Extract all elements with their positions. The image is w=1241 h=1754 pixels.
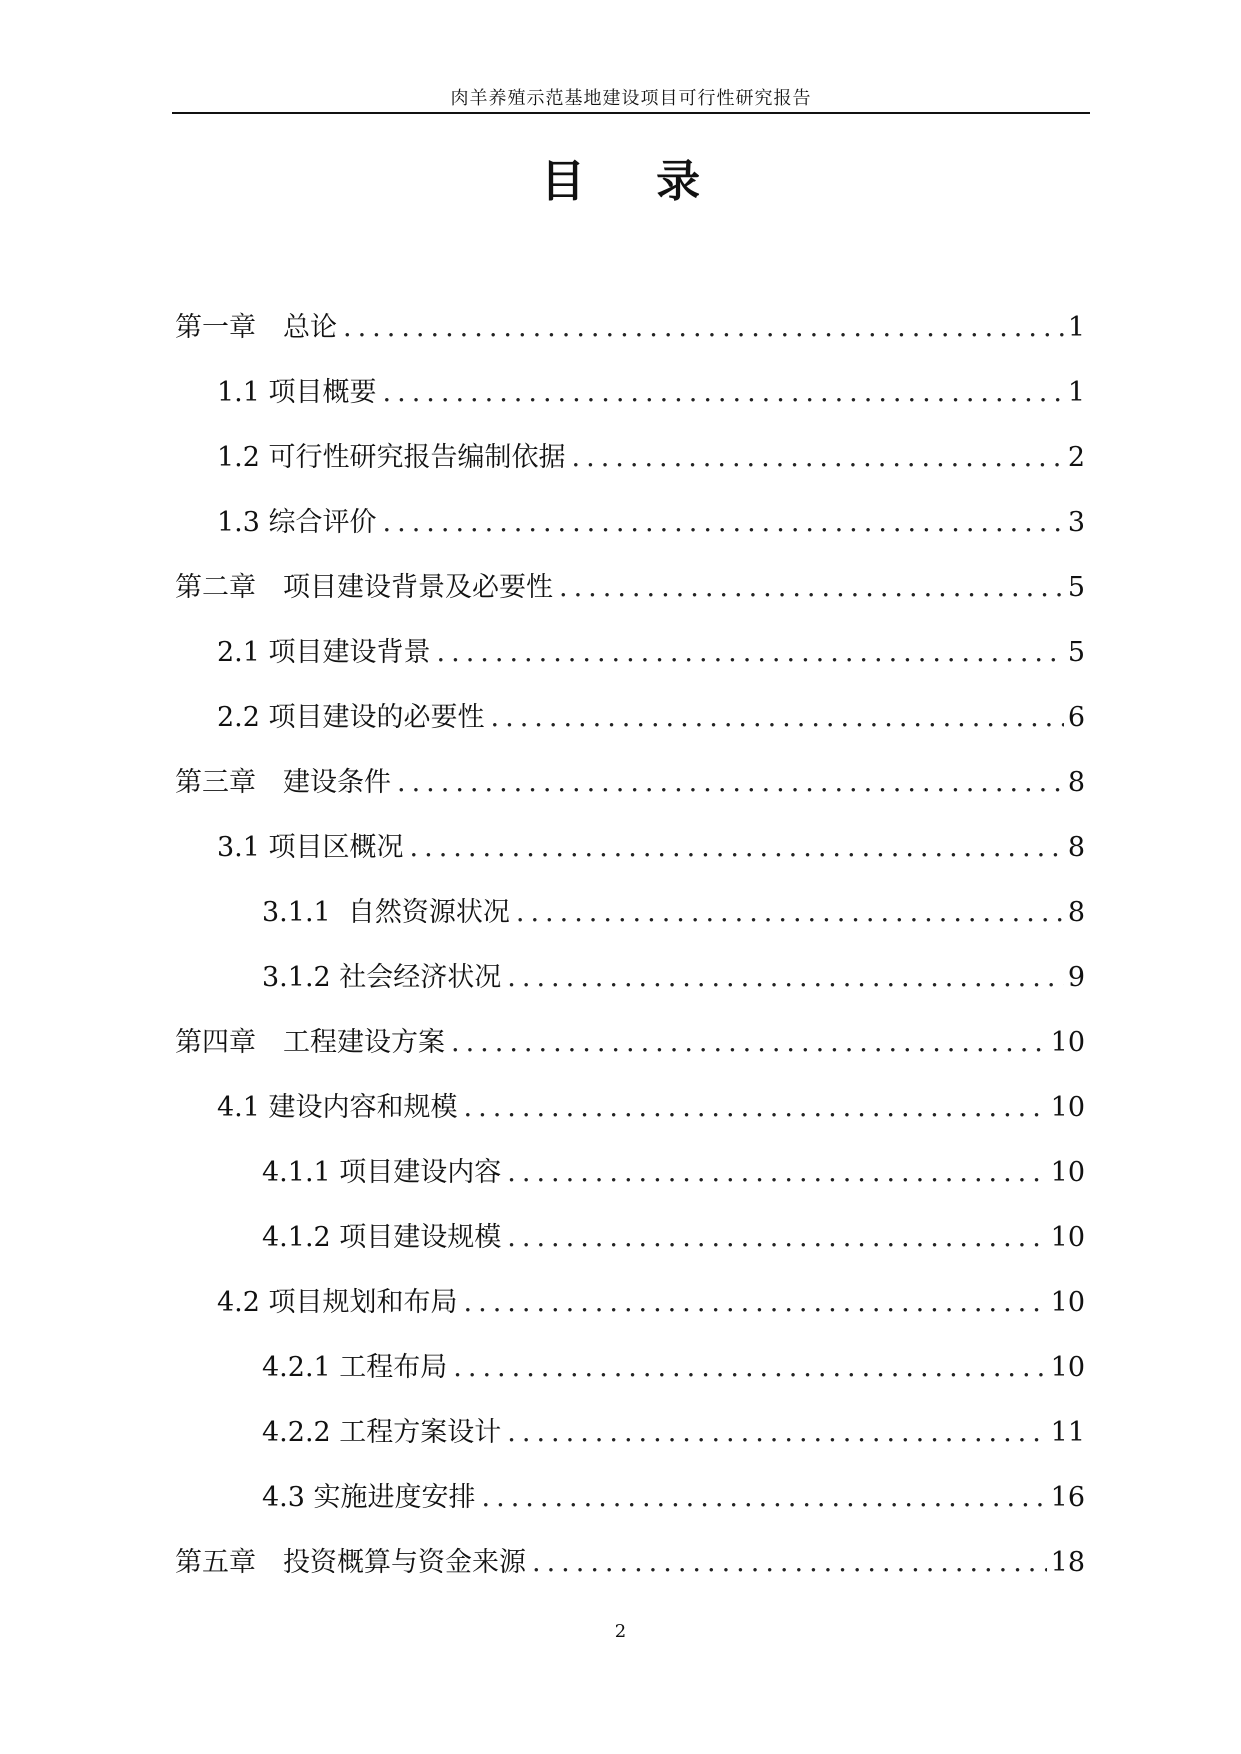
toc-dot-leader (453, 1351, 1046, 1385)
toc-entry-page: 10 (1050, 1287, 1085, 1318)
toc-entry-label: 4.2.2 工程方案设计 (262, 1416, 507, 1450)
toc-entry[interactable] (175, 930, 1085, 995)
toc-entry-page: 5 (1067, 572, 1085, 603)
toc-entry-page: 10 (1050, 1222, 1085, 1253)
toc-entry-label: 4.2.1 工程布局 (262, 1351, 453, 1385)
toc-entry-label: 第四章 工程建设方案 (175, 1026, 451, 1060)
toc-dot-leader (464, 1286, 1047, 1320)
toc-entry[interactable] (175, 865, 1085, 930)
toc-entry-label: 4.1.1 项目建设内容 (262, 1156, 507, 1190)
toc-entry-page: 3 (1067, 507, 1085, 538)
toc-dot-leader (397, 766, 1064, 800)
toc-entry-label: 第三章 建设条件 (175, 766, 397, 800)
toc-entry-page: 10 (1050, 1157, 1085, 1188)
toc-entry[interactable] (175, 605, 1085, 670)
toc-entry[interactable] (175, 1515, 1085, 1580)
toc-entry-page: 10 (1050, 1092, 1085, 1123)
toc-entry-page: 5 (1067, 637, 1085, 668)
toc-entry-label: 4.1.2 项目建设规模 (262, 1221, 507, 1255)
toc-entry-page: 8 (1067, 832, 1085, 863)
toc-entry[interactable] (175, 1320, 1085, 1385)
toc-entry-page: 18 (1050, 1547, 1085, 1578)
toc-entry-label: 第一章 总论 (175, 311, 343, 345)
toc-dot-leader (383, 506, 1064, 540)
toc-entry[interactable] (175, 1060, 1085, 1125)
toc-entry-page: 2 (1067, 442, 1085, 473)
toc-entry-page: 8 (1067, 897, 1085, 928)
toc-entry[interactable] (175, 1450, 1085, 1515)
toc-entry[interactable] (175, 735, 1085, 800)
toc-entry-label: 4.3 实施进度安排 (262, 1481, 482, 1515)
toc-entry[interactable] (175, 995, 1085, 1060)
toc-entry-label: 1.3 综合评价 (217, 506, 383, 540)
toc-entry-label: 1.1 项目概要 (217, 376, 383, 410)
running-header: 肉羊养殖示范基地建设项目可行性研究报告 (450, 88, 812, 109)
toc-dot-leader (559, 571, 1064, 605)
toc-entry[interactable] (175, 475, 1085, 540)
toc-entry[interactable] (175, 280, 1085, 345)
table-of-contents (175, 280, 1085, 1580)
toc-dot-leader (451, 1026, 1047, 1060)
toc-entry-page: 16 (1050, 1482, 1085, 1513)
toc-entry-page: 11 (1050, 1417, 1085, 1448)
toc-dot-leader (516, 896, 1064, 930)
toc-entry-label: 1.2 可行性研究报告编制依据 (217, 441, 572, 475)
toc-entry[interactable] (175, 800, 1085, 865)
toc-entry[interactable] (175, 540, 1085, 605)
toc-entry-label: 2.2 项目建设的必要性 (217, 701, 491, 735)
toc-dot-leader (491, 701, 1064, 735)
toc-entry[interactable] (175, 345, 1085, 410)
toc-entry[interactable] (175, 670, 1085, 735)
toc-entry-page: 10 (1050, 1352, 1085, 1383)
toc-entry-page: 1 (1067, 377, 1085, 408)
toc-entry[interactable] (175, 410, 1085, 475)
toc-entry-page: 1 (1067, 312, 1085, 343)
toc-dot-leader (464, 1091, 1047, 1125)
page-number: 2 (614, 1621, 627, 1642)
toc-entry[interactable] (175, 1385, 1085, 1450)
toc-dot-leader (482, 1481, 1047, 1515)
toc-dot-leader (507, 1221, 1046, 1255)
toc-entry[interactable] (175, 1125, 1085, 1190)
toc-entry-page: 8 (1067, 767, 1085, 798)
toc-dot-leader (410, 831, 1064, 865)
toc-dot-leader (507, 961, 1064, 995)
header-rule (172, 112, 1090, 114)
toc-dot-leader (507, 1416, 1046, 1450)
toc-title: 目 录 (540, 156, 729, 207)
toc-entry-label: 2.1 项目建设背景 (217, 636, 437, 670)
toc-entry-label: 3.1 项目区概况 (217, 831, 410, 865)
toc-entry-label: 第五章 投资概算与资金来源 (175, 1546, 532, 1580)
toc-dot-leader (532, 1546, 1047, 1580)
toc-entry-page: 9 (1067, 962, 1085, 993)
toc-entry[interactable] (175, 1190, 1085, 1255)
toc-entry-label: 4.2 项目规划和布局 (217, 1286, 464, 1320)
toc-entry-page: 6 (1067, 702, 1085, 733)
toc-dot-leader (437, 636, 1064, 670)
toc-entry[interactable] (175, 1255, 1085, 1320)
toc-dot-leader (383, 376, 1064, 410)
toc-dot-leader (507, 1156, 1046, 1190)
toc-entry-label: 4.1 建设内容和规模 (217, 1091, 464, 1125)
toc-entry-label: 第二章 项目建设背景及必要性 (175, 571, 559, 605)
toc-dot-leader (572, 441, 1064, 475)
toc-entry-label: 3.1.2 社会经济状况 (262, 961, 507, 995)
toc-entry-page: 10 (1050, 1027, 1085, 1058)
toc-dot-leader (343, 311, 1064, 345)
toc-entry-label: 3.1.1 自然资源状况 (262, 896, 516, 930)
